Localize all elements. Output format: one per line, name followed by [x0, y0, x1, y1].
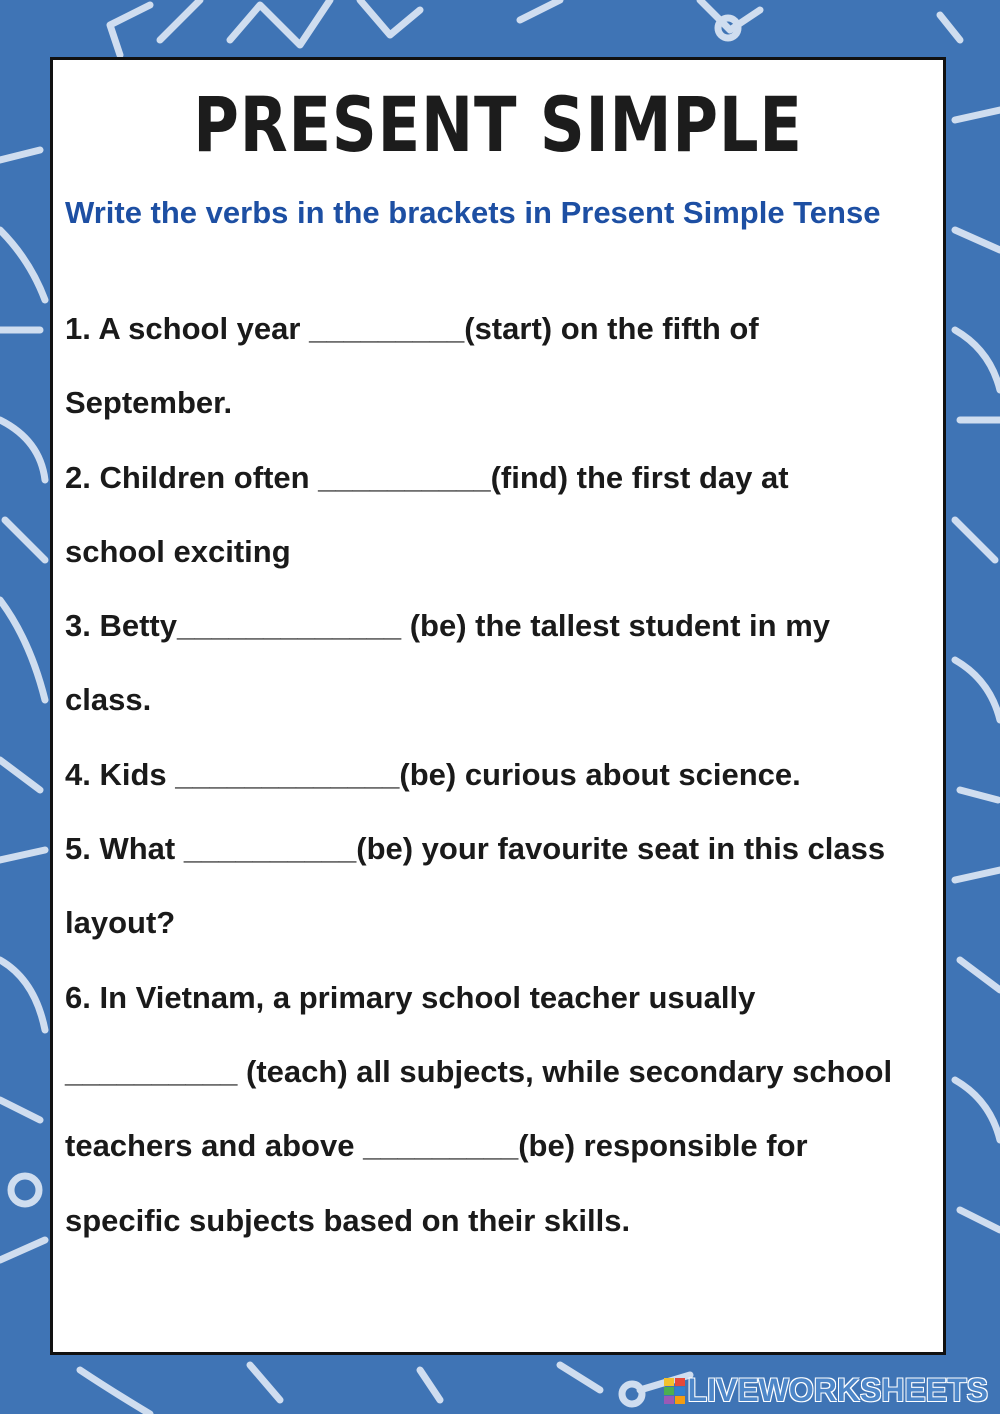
watermark-text: LIVEWORKSHEETS: [687, 1372, 988, 1408]
question-line: __________ (teach) all subjects, while secondary school: [65, 1053, 893, 1089]
liveworksheets-watermark: [664, 1372, 988, 1409]
question-line: class.: [65, 682, 152, 718]
worksheet-card: [50, 57, 946, 1355]
question-line: school exciting: [65, 533, 291, 569]
question-line: 2. Children often __________(find) the first day at: [65, 459, 789, 495]
question-line: teachers and above _________(be) responsible for: [65, 1128, 808, 1164]
instruction-text: Write the verbs in the brackets in Present Simple Tense: [65, 195, 881, 230]
question-line: layout?: [65, 905, 176, 941]
question-line: 1. A school year _________(start) on the fifth of: [65, 311, 759, 346]
question-line: 4. Kids _____________(be) curious about science.: [65, 756, 801, 792]
liveworksheets-logo-icon: [664, 1378, 686, 1404]
question-line: 5. What __________(be) your favourite seat in this class: [65, 831, 886, 867]
question-line: September.: [65, 385, 233, 421]
question-line: 6. In Vietnam, a primary school teacher usually: [65, 979, 756, 1015]
question-line: 3. Betty_____________ (be) the tallest student in my: [65, 608, 830, 644]
question-list: [65, 292, 935, 1258]
worksheet-title: PRESENT SIMPLE: [193, 80, 803, 169]
question-line: specific subjects based on their skills.: [65, 1202, 631, 1238]
